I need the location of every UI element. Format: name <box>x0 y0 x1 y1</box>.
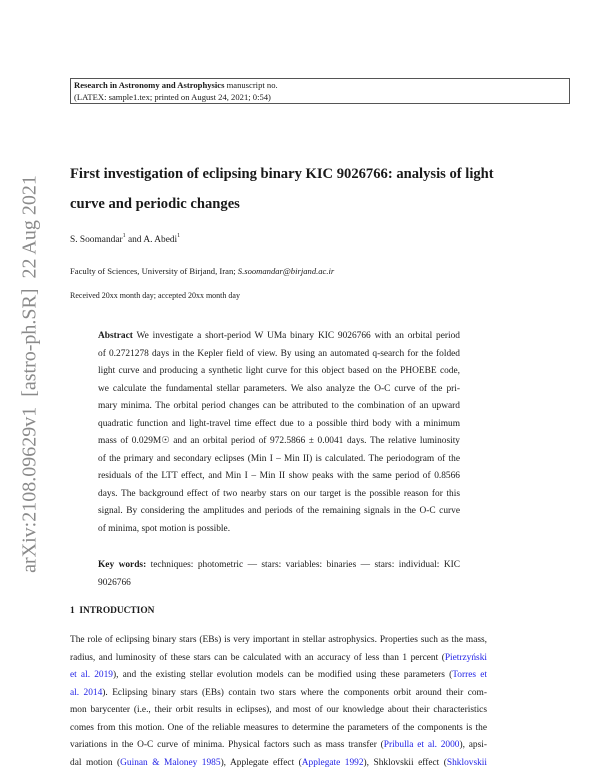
text-line <box>98 470 460 482</box>
text-line <box>70 634 487 646</box>
text-segment: signal. By considering the amplitudes and periods of the remaining signals in the O-C curve <box>98 506 460 516</box>
text-line <box>70 704 487 716</box>
section-heading <box>70 606 154 616</box>
text-segment: variations in the O-C curve of minima. Physical factors such as mass transfer ( <box>70 740 384 750</box>
text-line <box>98 330 460 342</box>
keywords-line2: 9026766 <box>98 578 131 588</box>
manuscript-no: manuscript no. <box>224 80 278 90</box>
text-segment: ), and the existing stellar evolution models can be modified using these parameters ( <box>112 670 453 680</box>
text-segment: The role of eclipsing binary stars (EBs) is very important in stellar astrophysics. Properties such as the mass, <box>70 635 487 645</box>
affiliation <box>70 266 334 276</box>
section-title: INTRODUCTION <box>79 606 155 616</box>
affiliation-mark: 1 <box>177 233 181 239</box>
text-segment: ), apsi- <box>459 740 487 750</box>
paper-title-line1: First investigation of eclipsing binary KIC 9026766: analysis of light <box>70 166 494 182</box>
text-segment: mass of 0.029M☉ and an orbital period of 972.5866 ± 0.0041 days. The relative luminosity <box>98 436 460 446</box>
abstract-label: Abstract <box>98 331 133 341</box>
text-line <box>98 383 460 395</box>
citation-link[interactable]: Shklovskii <box>446 757 487 768</box>
arxiv-stamp: arXiv:2108.09629v1 [astro-ph.SR] 22 Aug 2021 <box>18 175 41 573</box>
text-line <box>70 652 487 664</box>
text-line <box>70 722 487 734</box>
text-segment: ). Eclipsing binary stars (EBs) contain two stars where the components orbit around their com- <box>102 687 487 698</box>
text-segment: we calculate the fundamental stellar parameters. We also analyze the O-C curve of the pri- <box>98 383 460 394</box>
text-segment: residuals of the LTT effect, and Min I – Min II show peaks with the same period of 0.8566 <box>98 471 460 481</box>
text-segment: days. The background effect of two nearby stars on our target is the possible reason for this <box>98 488 460 499</box>
text-segment: radius, and luminosity of these stars can be calculated with an accuracy of less than 1 percent ( <box>70 652 445 663</box>
text-segment: of minima, spot motion is possible. <box>98 523 231 534</box>
author-2: and A. Abedi <box>125 235 178 245</box>
text-line <box>98 348 460 360</box>
citation-link[interactable]: et al. 2019 <box>70 670 113 680</box>
text-line <box>98 435 460 447</box>
text-line <box>98 505 460 517</box>
manuscript-header-line1 <box>74 80 278 90</box>
text-segment: of 0.2721278 days in the Kepler field of view. By using an automated q-search for the folded <box>98 348 460 359</box>
text-segment: ), Shklovskii effect ( <box>363 757 447 768</box>
text-line <box>70 757 487 769</box>
text-line <box>70 669 487 681</box>
text-line <box>98 418 460 430</box>
text-segment: We investigate a short-period W UMa binary KIC 9026766 with an orbital period <box>132 331 460 341</box>
citation-link[interactable]: Torres et <box>452 670 487 680</box>
text-segment: dal motion ( <box>70 757 121 768</box>
journal-name: Research in Astronomy and Astrophysics <box>74 80 225 90</box>
author-email[interactable]: S.soomandar@birjand.ac.ir <box>237 266 335 276</box>
latex-info: (LATEX: sample1.tex; printed on August 24, 2021; 0:54) <box>74 92 271 102</box>
text-segment: quadratic function and light-travel time effect due to a possible third body with a minimum <box>98 418 460 429</box>
paper-title-line2: curve and periodic changes <box>70 196 240 212</box>
citation-link[interactable]: Guinan & Maloney 1985 <box>120 757 221 768</box>
keywords-label: Key words: <box>98 560 147 570</box>
citation-link[interactable]: al. 2014 <box>70 687 103 698</box>
text-line <box>98 453 460 465</box>
affiliation-text: Faculty of Sciences, University of Birjand, Iran; <box>70 266 238 276</box>
citation-link[interactable]: Pietrzyński <box>444 652 487 663</box>
citation-link[interactable]: Applegate 1992 <box>301 757 364 768</box>
keywords-line1 <box>98 559 460 571</box>
affiliation-mark: 1 <box>122 233 126 239</box>
text-line <box>98 365 460 377</box>
author-1: S. Soomandar <box>70 235 123 245</box>
text-segment: comes from this motion. One of the reliable measures to determine the parameters of the components is the <box>70 722 487 733</box>
citation-link[interactable]: Pribulla et al. 2000 <box>383 740 460 750</box>
authors <box>70 235 180 245</box>
text-segment: ), Applegate effect ( <box>220 757 302 768</box>
text-segment: mon barycenter (i.e., their orbit results in eclipses), and most of our knowledge about their characteristics <box>70 705 487 715</box>
text-segment: of the primary and secondary eclipses (Min I – Min II) is calculated. The periodogram of the <box>98 453 460 464</box>
section-number: 1 <box>70 606 75 616</box>
text-segment: light curve and producing a synthetic light curve for this object based on the PHOEBE code, <box>98 366 460 376</box>
text-line <box>70 739 487 751</box>
keywords-text: techniques: photometric — stars: variables: binaries — stars: individual: KIC <box>146 560 460 570</box>
text-line <box>98 523 460 535</box>
received-dates: Received 20xx month day; accepted 20xx month day <box>70 291 240 300</box>
text-line <box>98 488 460 500</box>
text-segment: mary minima. The orbital period changes can be attributed to the combination of an upward <box>98 401 460 411</box>
text-line <box>98 400 460 412</box>
text-line <box>70 687 487 699</box>
